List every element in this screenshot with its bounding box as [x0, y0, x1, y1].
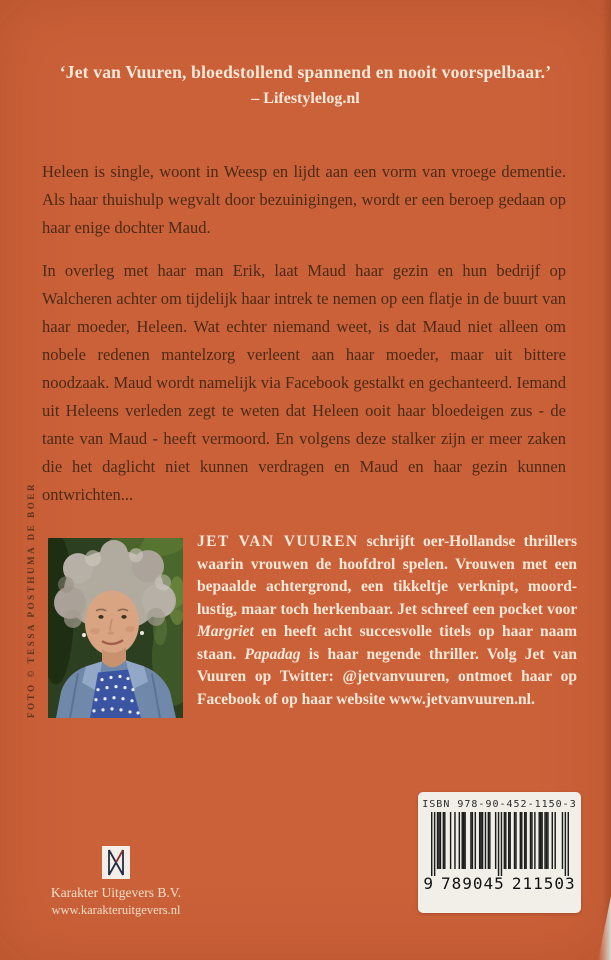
- ean13-barcode: [431, 812, 569, 876]
- publisher-block: [40, 846, 192, 918]
- bio-segment: Margriet: [197, 623, 254, 640]
- author-bio: [197, 531, 577, 711]
- cover-edge-shading: [602, 0, 611, 960]
- barcode-sticker: [418, 792, 581, 913]
- synopsis-paragraph-2: In overleg met haar man Erik, laat Maud haar gezin en hun bedrijf op Walcheren achter om tijdelijk haar intrek te nemen op een flatje in de buurt van haar moeder, Heleen. Wat echter niemand weet, is dat Maud niet alleen om nobele redenen mantelzorg verleent aan haar moeder, maar uit bittere noodzaak. Maud wordt namelijk via Facebook gestalkt en gechanteerd. Iemand uit Heleens verleden zegt te weten dat Heleen ooit haar bloedeigen zus - de tante van Maud - heeft vermoord. En volgens deze stalker zijn er meer zaken die het daglicht niet kunnen verdragen en Maud en haar gezin kunnen ontwrichten...: [42, 261, 566, 504]
- bio-segment: Papadag: [244, 645, 301, 663]
- review-attribution: – Lifestylelog.nl: [251, 90, 360, 107]
- bio-segment: en heeft acht succesvolle titels op haar naam staan.: [197, 623, 577, 663]
- barcode-digit-group1: 789045: [441, 874, 505, 893]
- publisher-website: www.karakteruitgevers.nl: [51, 903, 181, 917]
- author-portrait-illustration: [48, 538, 183, 718]
- publisher-name: Karakter Uitgevers B.V.: [50, 885, 182, 900]
- bio-segment: JET VAN VUUREN: [197, 533, 359, 550]
- barcode-digit-group2: 211503: [511, 874, 576, 893]
- isbn-label: ISBN 978-90-452-1150-3: [422, 799, 577, 810]
- synopsis-paragraph-1: Heleen is single, woont in Weesp en lijdt aan een vorm van vroege dementie. Als haar thuishulp wegvalt door bezuinigingen, wordt er een beroep gedaan op haar enige dochter Maud.: [42, 162, 566, 237]
- author-photo: [48, 538, 183, 718]
- barcode-digit-lead: 9: [423, 874, 435, 893]
- karakter-monogram-icon: [102, 846, 130, 879]
- publisher-logo: [40, 846, 192, 879]
- bio-segment: schrijft oer-Hollandse thrillers waarin vrouwen de hoofdrol spelen. Vrouwen met een bepaalde achtergrond, een tikkeltje verknipt, moordlustig, maar toch herkenbaar. Jet schreef een pocket voor: [197, 533, 577, 618]
- barcode-digits: [418, 874, 581, 893]
- bio-segment: is haar negende thriller. Volg Jet van Vuuren op Twitter: @jetvanvuuren, ontmoet haar op Facebook of op haar website www.jetvanvuuren.nl.: [197, 645, 577, 708]
- photo-credit: FOTO © TESSA POSTHUMA DE BOER: [26, 481, 36, 718]
- review-quote: ‘Jet van Vuuren, bloedstollend spannend en nooit voorspelbaar.’: [59, 62, 552, 82]
